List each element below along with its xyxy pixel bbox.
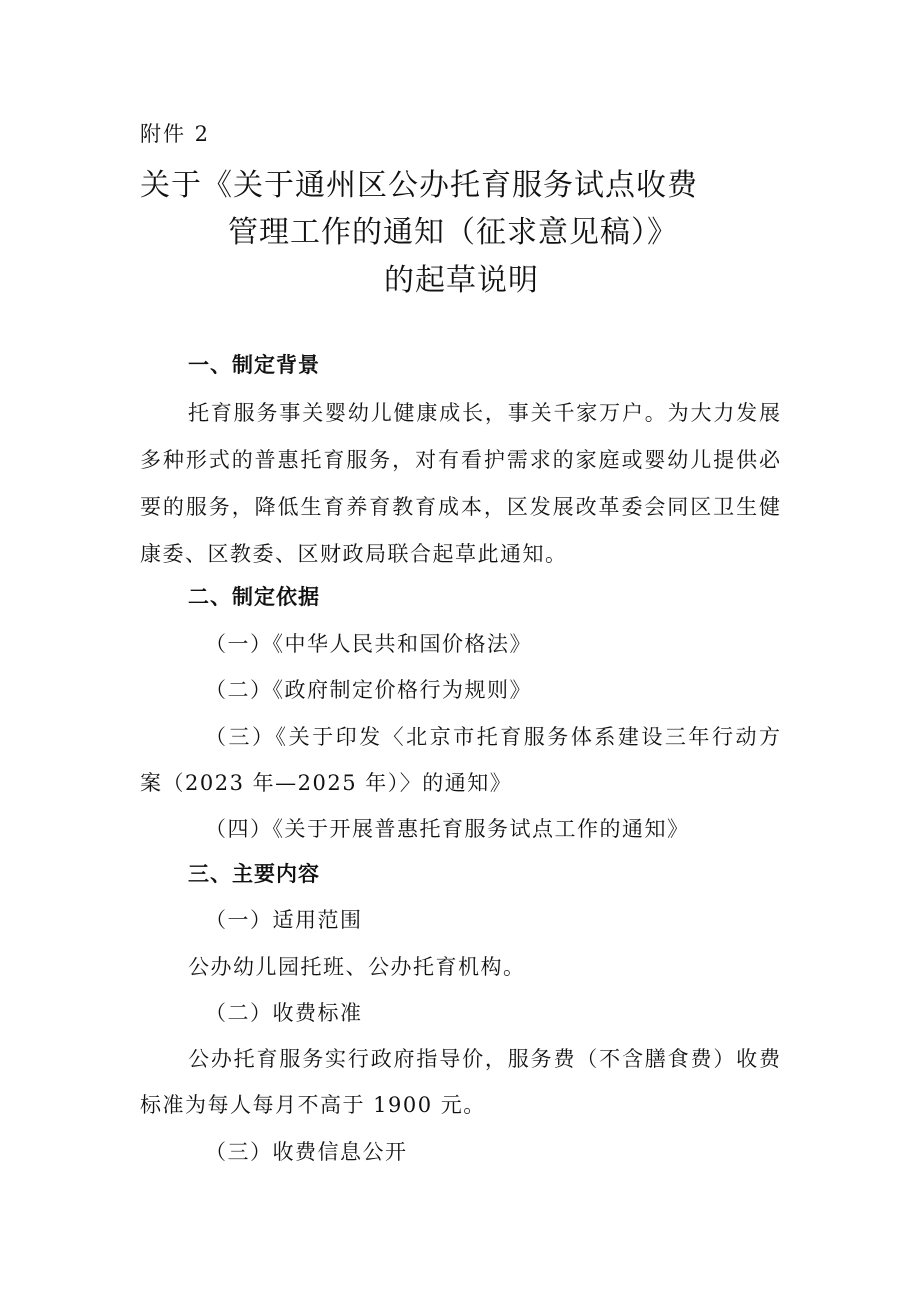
basis-item: （四）《关于开展普惠托育服务试点工作的通知》 <box>205 817 690 841</box>
title-line-1: 关于《关于通州区公办托育服务试点收费 <box>140 168 698 203</box>
section-1-heading: 一、制定背景 <box>188 353 320 377</box>
basis-item-continuation: 案（2023 年—2025 年）〉的通知》 <box>140 771 513 795</box>
subsection-text: 标准为每人每月不高于 1900 元。 <box>140 1093 486 1117</box>
basis-item: （二）《政府制定价格行为规则》 <box>205 678 532 702</box>
section-1-para-line: 康委、区教委、区财政局联合起草此通知。 <box>140 542 568 566</box>
subsection-text <box>188 1043 780 1073</box>
section-1-para-line <box>140 491 780 521</box>
basis-item: （一）《中华人民共和国价格法》 <box>205 632 532 656</box>
subsection-title: （三）收费信息公开 <box>205 1140 408 1164</box>
basis-item <box>205 721 780 751</box>
para-text: 要的服务，降低生育养育教育成本，区发展改革委会同区卫生健 <box>140 495 780 519</box>
para-text: 多种形式的普惠托育服务，对有看护需求的家庭或婴幼儿提供必 <box>140 448 780 472</box>
subsection-title: （二）收费标准 <box>205 1001 363 1025</box>
section-3-heading: 三、主要内容 <box>188 862 320 886</box>
subsection-title: （一）适用范围 <box>205 908 363 932</box>
title-line-3: 的起草说明 <box>384 263 539 298</box>
subsection-text-line: 公办托育服务实行政府指导价，服务费（不含膳食费）收费 <box>188 1047 780 1071</box>
section-2-heading: 二、制定依据 <box>188 585 320 609</box>
para-text: 托育服务事关婴幼儿健康成长，事关千家万户。为大力发展 <box>188 401 780 425</box>
attachment-label: 附件 2 <box>140 122 211 146</box>
title-line-2: 管理工作的通知（征求意见稿）》 <box>228 215 678 250</box>
basis-item-text: （三）《关于印发〈北京市托育服务体系建设三年行动方 <box>205 725 780 749</box>
section-1-para-line <box>140 444 780 474</box>
section-1-para-line <box>188 397 780 427</box>
subsection-text: 公办幼儿园托班、公办托育机构。 <box>188 955 526 979</box>
